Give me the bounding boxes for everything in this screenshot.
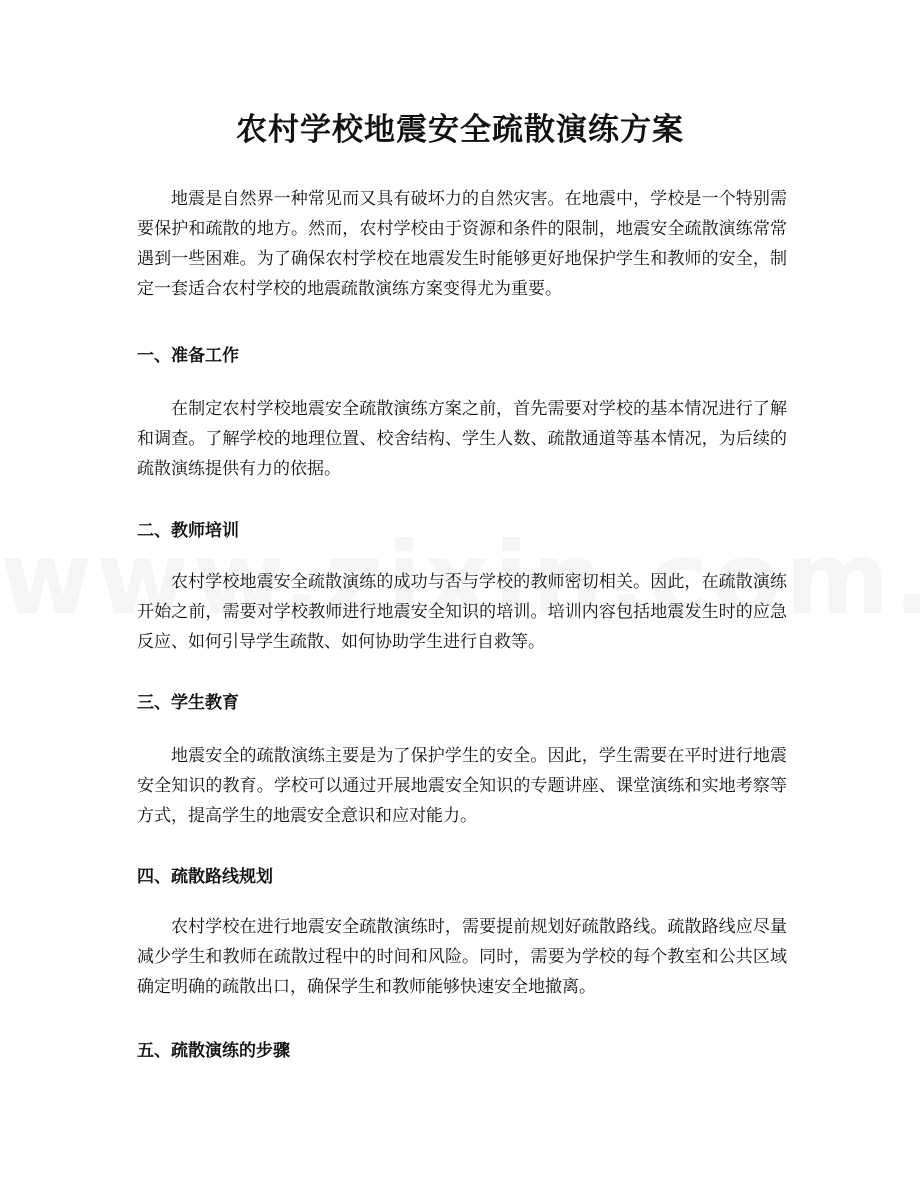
document-title: 农村学校地震安全疏散演练方案 <box>236 112 684 148</box>
section-heading-teacher-training: 二、教师培训 <box>137 521 239 541</box>
section-heading-route-planning: 四、疏散路线规划 <box>137 867 273 887</box>
section-heading-preparation: 一、准备工作 <box>137 346 239 366</box>
section-body-teacher-training: 农村学校地震安全疏散演练的成功与否与学校的教师密切相关。因此，在疏散演练开始之前，需要对学校教师进行地震安全知识的培训。培训内容包括地震发生时的应急反应、如何引导学生疏散、如何协助学生进行自救等。 <box>137 572 787 652</box>
section-heading-drill-steps: 五、疏散演练的步骤 <box>137 1041 290 1061</box>
intro-paragraph: 地震是自然界一种常见而又具有破坏力的自然灾害。在地震中，学校是一个特别需要保护和疏散的地方。然而，农村学校由于资源和条件的限制，地震安全疏散演练常常遇到一些困难。为了确保农村学校在地震发生时能够更好地保护学生和教师的安全，制定一套适合农村学校的地震疏散演练方案变得尤为重要。 <box>137 189 787 299</box>
section-body-route-planning: 农村学校在进行地震安全疏散演练时，需要提前规划好疏散路线。疏散路线应尽量减少学生和教师在疏散过程中的时间和风险。同时，需要为学校的每个教室和公共区域确定明确的疏散出口，确保学生和教师能够快速安全地撤离。 <box>137 917 787 997</box>
section-body-student-education: 地震安全的疏散演练主要是为了保护学生的安全。因此，学生需要在平时进行地震安全知识的教育。学校可以通过开展地震安全知识的专题讲座、课堂演练和实地考察等方式，提高学生的地震安全意识和应对能力。 <box>137 746 787 826</box>
section-heading-student-education: 三、学生教育 <box>137 693 239 713</box>
section-body-preparation: 在制定农村学校地震安全疏散演练方案之前，首先需要对学校的基本情况进行了解和调查。了解学校的地理位置、校舍结构、学生人数、疏散通道等基本情况，为后续的疏散演练提供有力的依据。 <box>137 399 787 479</box>
